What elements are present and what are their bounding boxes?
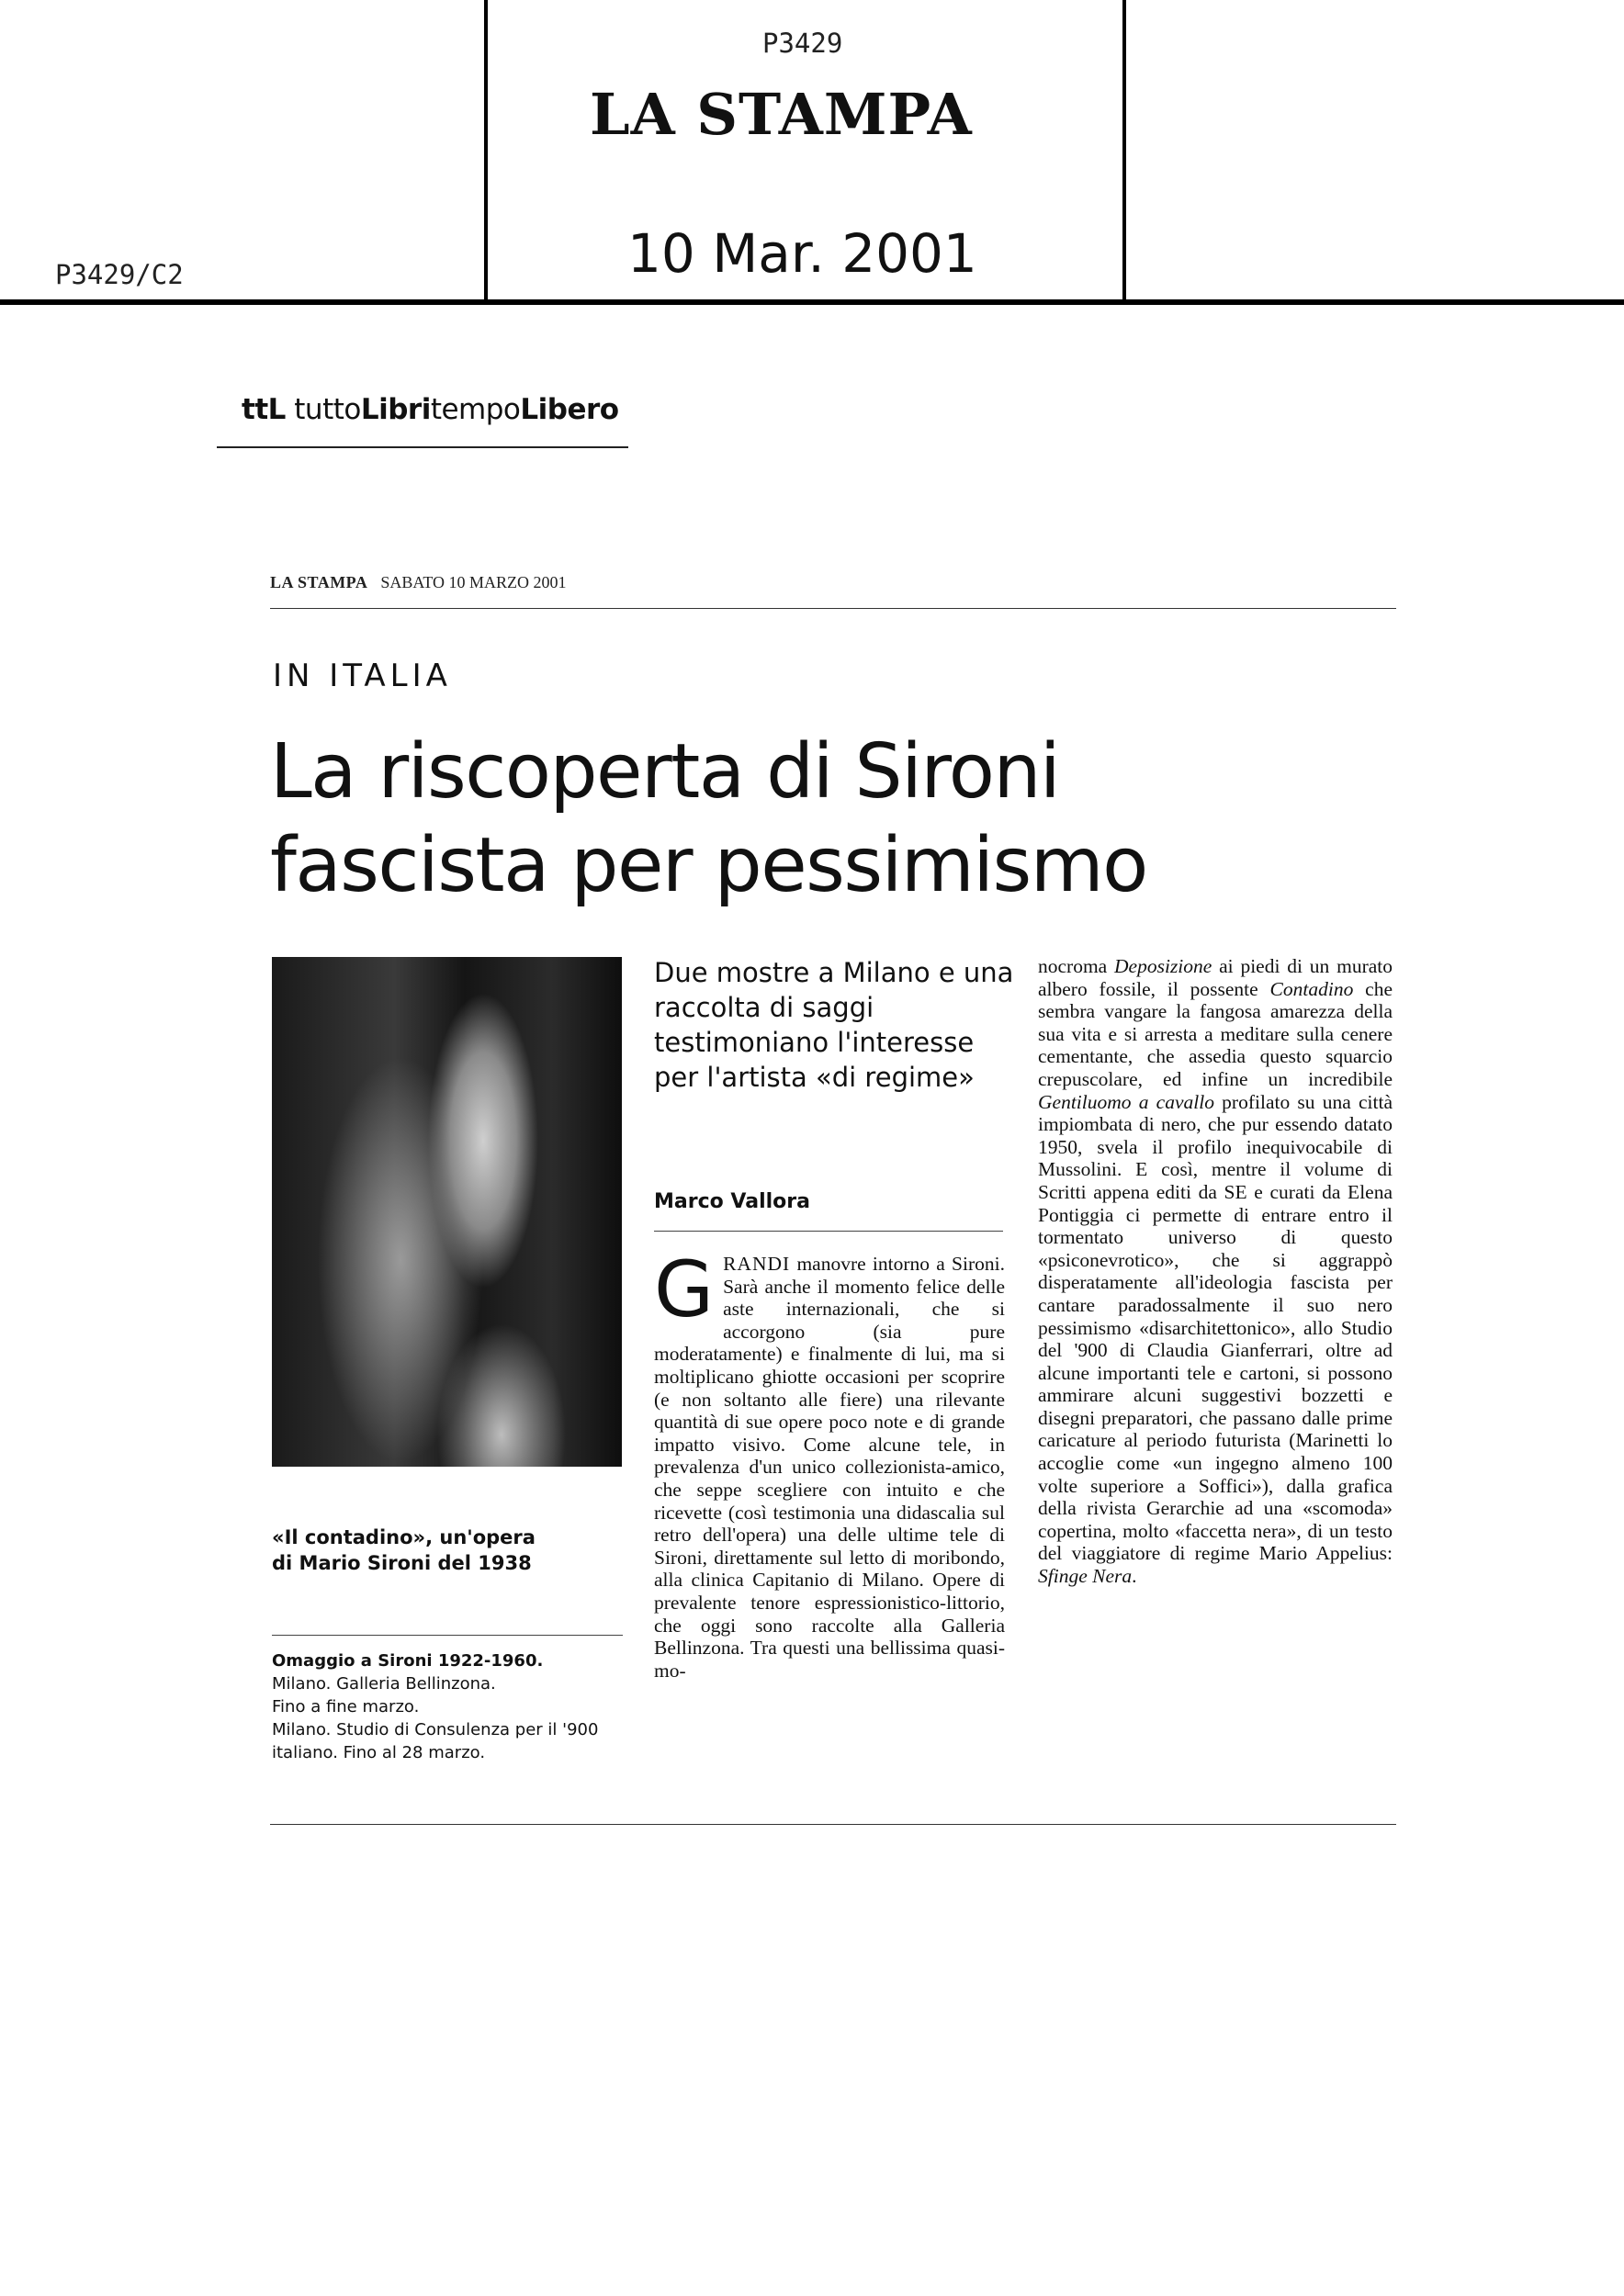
section-logo-tutto: tutto <box>294 393 361 426</box>
col2-title-gentiluomo: Gentiluomo a cavallo <box>1038 1090 1214 1113</box>
body-text-col1: manovre intorno a Sironi. Sarà anche il momento felice delle aste internazionali, che si accorgono (sia pure moderatamente) e finalmente di lui, ma si moltiplicano ghiotte occasioni per scoprire (e non soltanto alle fiere) una rilevante quantità di sue opere poco note e di grande impatto visivo. Come alcune tele, in prevalenza d'un unico collezionista-amico, che seppe scegliere con intuito e che ricevette (così testimonia una didascalia sul retro dell'opera) una delle ultime tele di Sironi, direttamente sul letto di moribondo, alla clinica Capitanio di Milano. Opere di prevalente tenore espressionistico-littorio, che oggi sono raccolte alla Galleria Bellinzona. Tra questi una bellissima quasi-mo- <box>654 1253 1005 1682</box>
deck: Due mostre a Milano e una raccolta di saggi testimoniano l'interesse per l'artista «di regime» <box>654 957 1014 1093</box>
exhibition-info <box>272 1649 630 1764</box>
archive-code-top: P3429 <box>762 28 843 59</box>
section-logo-prefix: ttL <box>242 393 286 426</box>
info-line-2: Fino a fine marzo. <box>272 1697 420 1716</box>
masthead: LA STAMPA <box>590 81 973 148</box>
section-logo <box>242 393 619 426</box>
kicker: IN ITALIA <box>273 658 452 694</box>
publication-masthead: LA STAMPA <box>270 573 368 591</box>
photo-caption: «Il contadino», un'opera di Mario Sironi del 1938 <box>272 1526 536 1574</box>
body-column-2 <box>1038 955 1393 1588</box>
info-rule <box>272 1635 623 1636</box>
info-line-3: Milano. Studio di Consulenza per il '900 italiano. Fino al 28 marzo. <box>272 1720 599 1762</box>
col2-text-a: nocroma <box>1038 955 1115 977</box>
info-line-1: Milano. Galleria Bellinzona. <box>272 1674 496 1694</box>
drop-cap: G <box>654 1244 715 1334</box>
col2-text-end: . <box>1132 1565 1137 1588</box>
top-rule <box>270 608 1396 609</box>
header-vertical-rule-left <box>484 0 488 303</box>
section-logo-libero: Libero <box>520 393 619 426</box>
col2-text-d: profilato su una città impiombata di nero, che pur essendo datato 1950, svela il profilo inequivocabile di Mussolini. E così, mentre il volume di Scritti appena editi da SE e curati da Elena Pontiggia ci permette di entrare entro il tormentato universo di questo «psiconevrotico», che si aggrappò disperatamente all'ideologia fascista per cantare paradossalmente il suo nero pessimismo «disarchitettonico», allo Studio del '900 di Claudia Gianferrari, oltre ad alcune importanti tele e cartoni, si possono ammirare alcuni suggestivi bozzetti e disegni preparatori, che passano dalle prime caricature al periodo futurista (Marinetti lo accoglie come «un ingegno almeno 100 volte superiore a Soffici»), dalla grafica della rivista Gerarchie ad una «scomoda» copertina, molto «faccetta nera», di un testo del viaggiatore di regime Mario Appelius: <box>1038 1090 1393 1565</box>
section-underline <box>217 446 628 448</box>
col2-title-contadino: Contadino <box>1269 977 1354 1000</box>
col2-title-deposizione: Deposizione <box>1114 955 1212 977</box>
publication-line <box>270 573 567 592</box>
clipping-date: 10 Mar. 2001 <box>627 222 977 285</box>
bottom-rule <box>270 1824 1396 1825</box>
archive-code-left: P3429/C2 <box>55 259 184 290</box>
headline-line-1: La riscoperta di Sironi <box>270 728 1060 816</box>
header-vertical-rule-right <box>1122 0 1126 303</box>
col2-title-sfinge: Sfinge Nera <box>1038 1565 1133 1588</box>
publication-date: SABATO 10 MARZO 2001 <box>380 573 567 591</box>
artwork-photo <box>272 957 622 1467</box>
header-bottom-rule <box>0 299 1624 305</box>
section-logo-tempo: tempo <box>430 393 521 426</box>
headline-line-2: fascista per pessimismo <box>270 822 1147 909</box>
body-column-1 <box>654 1244 1005 1682</box>
byline: Marco Vallora <box>654 1190 810 1213</box>
body-lead-words: RANDI <box>723 1253 791 1275</box>
col2-text-c: che sembra vangare la fangosa amarezza della sua vita e si arresta a meditare sulla cenere cementante, che assedia questo squarcio crepuscolare, ed infine un incredibile <box>1038 977 1393 1090</box>
col2-text-b: ai piedi di un murato albero fossile, il possente <box>1038 955 1393 1000</box>
section-logo-libri: Libri <box>360 393 431 426</box>
info-title: Omaggio a Sironi 1922-1960. <box>272 1651 544 1671</box>
byline-rule <box>654 1231 1003 1232</box>
headline <box>270 726 1409 913</box>
